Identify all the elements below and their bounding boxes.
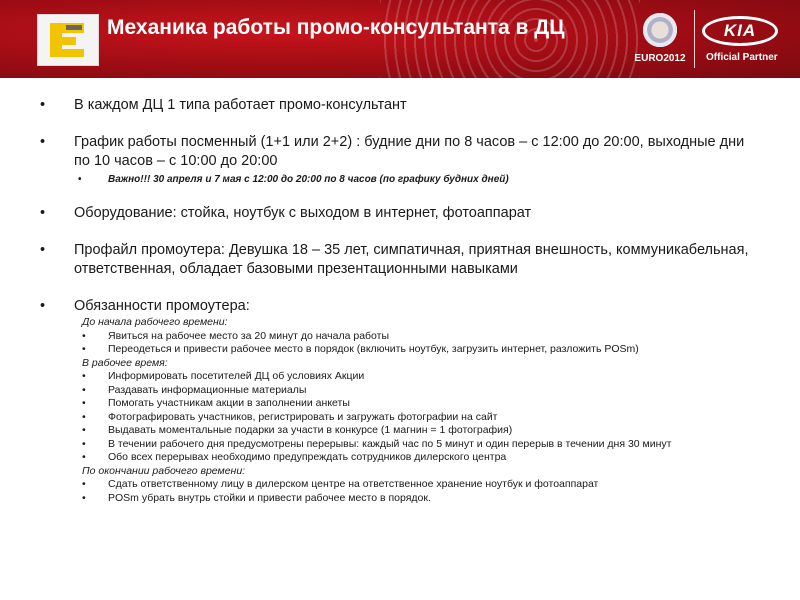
list-item: • Информировать посетителей ДЦ об условиях Акции xyxy=(82,370,365,382)
company-logo xyxy=(37,14,99,66)
schedule-note xyxy=(74,173,760,186)
bullet-marker: • xyxy=(82,370,86,382)
list-item: • Сдать ответственному лицу в дилерском центре на ответственное хранение ноутбук и фотоаппарат xyxy=(82,478,599,490)
kia-logo: KIA xyxy=(702,16,778,46)
official-partner-label: Official Partner xyxy=(706,52,778,63)
list-item: • Выдавать моментальные подарки за участи в конкурсе (1 магнин = 1 фотография) xyxy=(82,424,513,436)
list-item: • Переодеться и привести рабочее место в порядок (включить ноутбук, загрузить интернет, разложить POSm) xyxy=(82,343,639,355)
bullet-marker: • xyxy=(82,478,86,490)
bullet-marker: • xyxy=(40,205,46,221)
duties-before-heading: До начала рабочего времени: xyxy=(82,316,228,328)
page-title: Механика работы промо-консультанта в ДЦ xyxy=(107,16,565,39)
header-divider xyxy=(694,10,695,68)
bullet-marker: • xyxy=(40,134,46,150)
bullet-marker: • xyxy=(82,491,86,504)
bullet-marker: • xyxy=(82,424,86,436)
bullet-dc-type xyxy=(40,96,760,115)
bullet-marker: • xyxy=(40,97,46,113)
duties-list xyxy=(40,316,760,505)
bullet-marker: • xyxy=(82,451,86,463)
slide-content xyxy=(40,96,760,505)
schedule-note-text: Важно!!! 30 апреля и 7 мая с 12:00 до 20:00 по 8 часов (по графику будних дней) xyxy=(108,174,509,185)
bullet-marker: • xyxy=(82,383,86,396)
euro-label: EURO2012 xyxy=(634,53,686,64)
list-item: • Раздавать информационные материалы xyxy=(82,383,307,396)
list-item: • Помогать участникам акции в заполнении анкеты xyxy=(82,397,350,409)
list-item: • Явиться на рабочее место за 20 минут до начала работы xyxy=(82,329,390,342)
euro-emblem-icon xyxy=(640,10,680,50)
bullet-text: В каждом ДЦ 1 типа работает промо-консультант xyxy=(74,97,407,113)
duties-after-heading: По окончании рабочего времени: xyxy=(82,464,246,477)
bullet-marker: • xyxy=(40,298,46,314)
bullet-duties xyxy=(40,297,760,316)
euro2012-logo xyxy=(632,8,688,72)
bullet-equipment xyxy=(40,204,760,223)
bullet-marker: • xyxy=(82,437,86,450)
duties-during-heading: В рабочее время: xyxy=(82,356,168,369)
bullet-profile xyxy=(40,241,760,279)
bullet-marker: • xyxy=(78,174,82,185)
bullet-marker: • xyxy=(40,242,46,258)
bullet-marker: • xyxy=(82,410,86,423)
bullet-schedule xyxy=(40,133,760,186)
list-item: • Обо всех перерывах необходимо предупреждать сотрудников дилерского центра xyxy=(82,451,507,463)
list-item: • POSm убрать внутрь стойки и привести рабочее место в порядок. xyxy=(82,491,431,504)
list-item: • Фотографировать участников, регистрировать и загружать фотографии на сайт xyxy=(82,410,498,423)
bullet-marker: • xyxy=(82,329,86,342)
bullet-marker: • xyxy=(82,397,86,409)
bullet-text: График работы посменный (1+1 или 2+2) : будние дни по 8 часов – с 12:00 до 20:00, выходные дни по 10 часов – с 10:00 до 20:00 xyxy=(74,134,745,169)
list-item: • В течении рабочего дня предусмотрены перерывы: каждый час по 5 минут и один перерыв в течении дня 30 минут xyxy=(82,437,672,450)
header-banner xyxy=(0,0,800,78)
bullet-text: Профайл промоутера: Девушка 18 – 35 лет, симпатичная, приятная внешность, коммуникабельная, ответственная, обладает базовыми презентационными навыками xyxy=(74,242,749,277)
bullet-text: Обязанности промоутера: xyxy=(74,298,250,314)
bullet-text: Оборудование: стойка, ноутбук с выходом в интернет, фотоаппарат xyxy=(74,205,532,221)
bullet-marker: • xyxy=(82,343,86,355)
